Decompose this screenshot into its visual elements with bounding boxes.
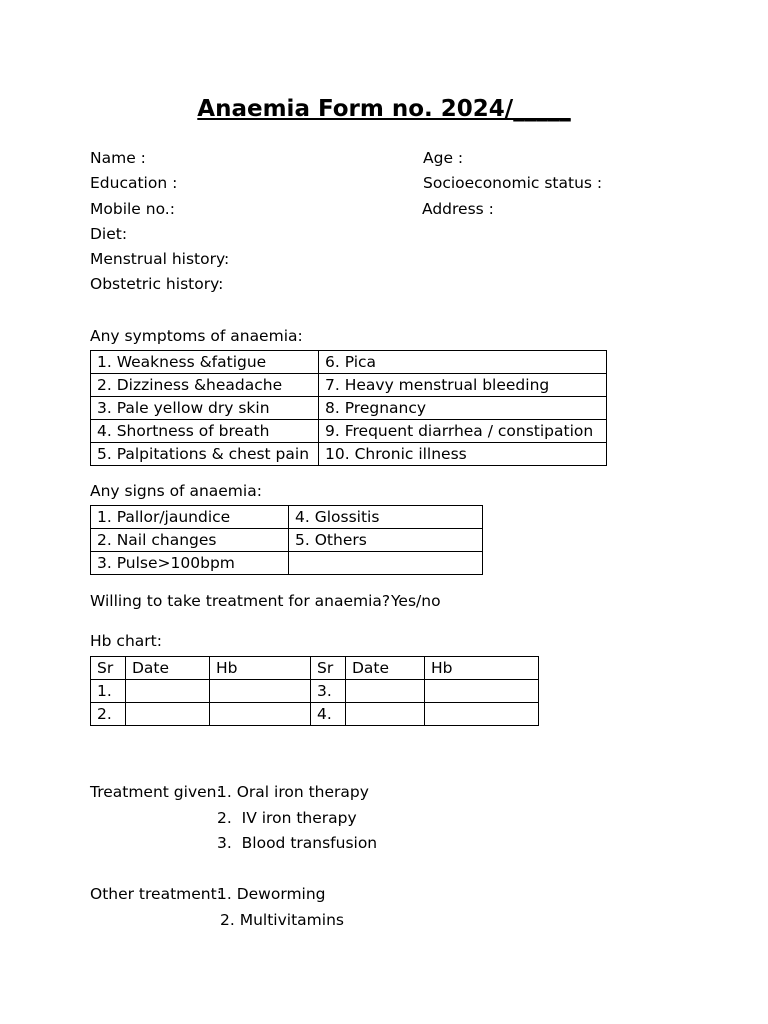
age-label: Age :	[423, 149, 464, 167]
sign-cell: 1. Pallor/jaundice	[91, 506, 289, 529]
signs-heading: Any signs of anaemia:	[90, 482, 262, 500]
treatment-item: 1. Oral iron therapy	[217, 783, 369, 801]
sr-cell: 1.	[91, 680, 126, 703]
symptom-cell: 3. Pale yellow dry skin	[91, 397, 319, 420]
symptom-cell: 9. Frequent diarrhea / constipation	[319, 420, 607, 443]
sr-cell: 2.	[91, 703, 126, 726]
sign-cell: 4. Glossitis	[289, 506, 483, 529]
other-treatment-item: 1. Deworming	[217, 885, 326, 903]
symptoms-heading: Any symptoms of anaemia:	[90, 327, 303, 345]
table-row	[91, 374, 607, 397]
sign-cell: 2. Nail changes	[91, 529, 289, 552]
name-label: Name :	[90, 149, 146, 167]
education-label: Education :	[90, 174, 178, 192]
table-row	[91, 443, 607, 466]
menstrual-history-label: Menstrual history:	[90, 250, 230, 268]
form-title: Anaemia Form no. 2024/_____	[197, 96, 571, 122]
column-header: Sr	[91, 657, 126, 680]
hb-chart-heading: Hb chart:	[90, 632, 162, 650]
symptoms-table	[90, 350, 607, 466]
hb-cell	[425, 680, 539, 703]
treatment-item: 3. Blood transfusion	[217, 834, 378, 852]
table-row	[91, 529, 483, 552]
column-header: Hb	[210, 657, 311, 680]
hb-cell	[210, 703, 311, 726]
sr-cell: 3.	[311, 680, 346, 703]
column-header: Date	[126, 657, 210, 680]
symptom-cell: 2. Dizziness &headache	[91, 374, 319, 397]
column-header: Date	[346, 657, 425, 680]
symptom-cell: 6. Pica	[319, 351, 607, 374]
date-cell	[346, 703, 425, 726]
willing-answer: Yes/no	[391, 592, 441, 610]
table-row	[91, 680, 539, 703]
hb-cell	[425, 703, 539, 726]
hb-cell	[210, 680, 311, 703]
table-row	[91, 552, 483, 575]
symptom-cell: 1. Weakness &fatigue	[91, 351, 319, 374]
table-header-row	[91, 657, 539, 680]
symptom-cell: 5. Palpitations & chest pain	[91, 443, 319, 466]
column-header: Sr	[311, 657, 346, 680]
symptom-cell: 10. Chronic illness	[319, 443, 607, 466]
sign-cell	[289, 552, 483, 575]
willing-question: Willing to take treatment for anaemia?	[90, 592, 391, 610]
other-treatment-label: Other treatment:	[90, 885, 222, 903]
column-header: Hb	[425, 657, 539, 680]
sr-cell: 4.	[311, 703, 346, 726]
table-row	[91, 420, 607, 443]
other-treatment-item: 2. Multivitamins	[220, 911, 344, 929]
date-cell	[346, 680, 425, 703]
sign-cell: 3. Pulse>100bpm	[91, 552, 289, 575]
diet-label: Diet:	[90, 225, 128, 243]
table-row	[91, 703, 539, 726]
date-cell	[126, 703, 210, 726]
table-row	[91, 351, 607, 374]
socioeconomic-label: Socioeconomic status :	[423, 174, 603, 192]
obstetric-history-label: Obstetric history:	[90, 275, 224, 293]
date-cell	[126, 680, 210, 703]
symptom-cell: 4. Shortness of breath	[91, 420, 319, 443]
table-row	[91, 506, 483, 529]
hb-chart-table	[90, 656, 539, 726]
table-row	[91, 397, 607, 420]
signs-table	[90, 505, 483, 575]
treatment-item: 2. IV iron therapy	[217, 809, 357, 827]
sign-cell: 5. Others	[289, 529, 483, 552]
symptom-cell: 8. Pregnancy	[319, 397, 607, 420]
treatment-label: Treatment given:	[90, 783, 222, 801]
address-label: Address :	[422, 200, 494, 218]
symptom-cell: 7. Heavy menstrual bleeding	[319, 374, 607, 397]
mobile-label: Mobile no.:	[90, 200, 175, 218]
